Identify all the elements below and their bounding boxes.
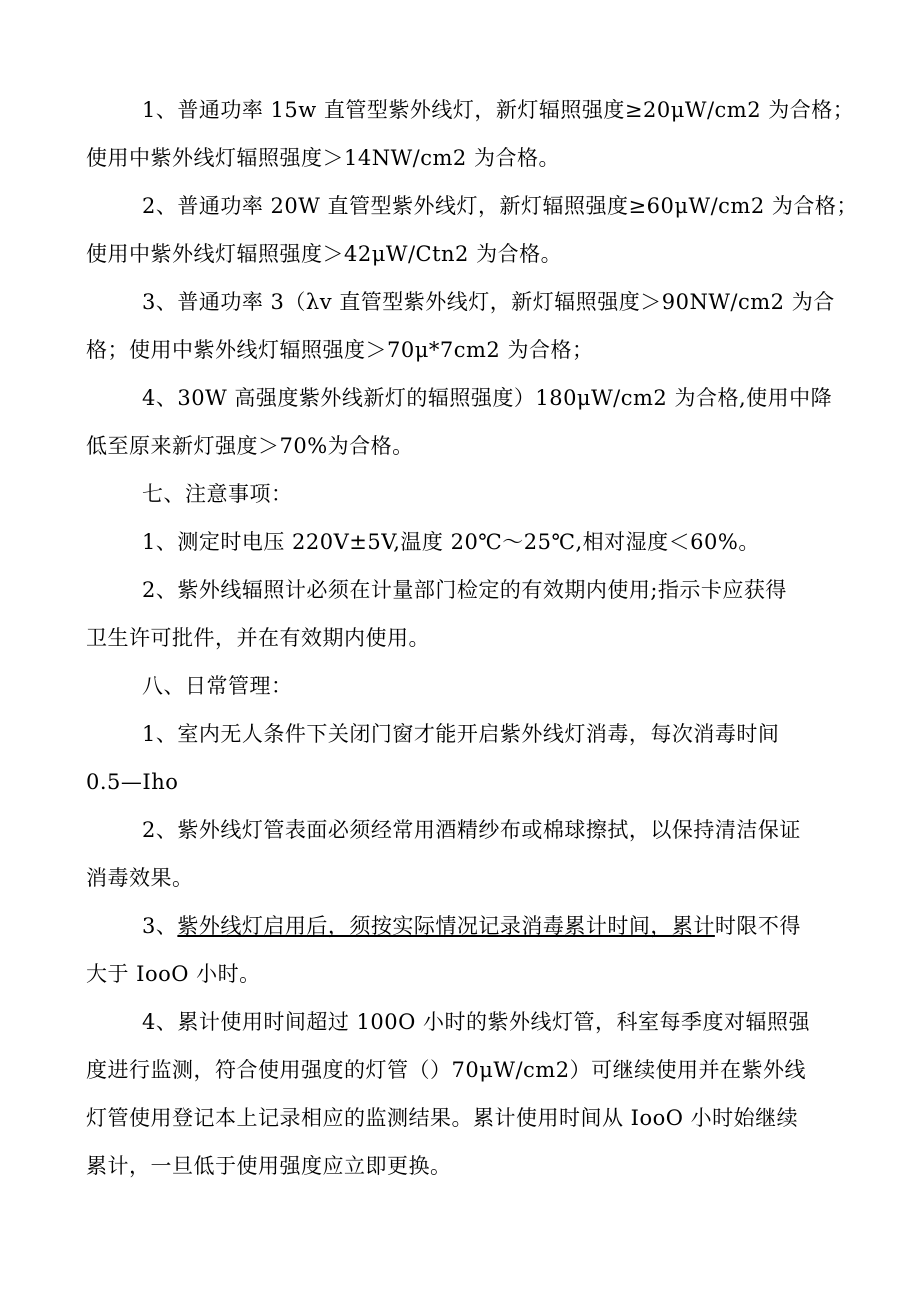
paragraph-measurement-conditions bbox=[86, 518, 850, 566]
text-line: 1、测定时电压 220V±5V,温度 20℃～25℃,相对湿度＜60%。 bbox=[142, 530, 760, 554]
text-line: 格；使用中紫外线灯辐照强度＞70μ*7cm2 为合格； bbox=[86, 338, 594, 362]
text-line: 卫生许可批件，并在有效期内使用。 bbox=[86, 626, 430, 650]
section-heading-notes bbox=[86, 470, 850, 518]
paragraph-disinfection-time bbox=[86, 710, 850, 806]
text-line: 低至原来新灯强度＞70%为合格。 bbox=[86, 434, 414, 458]
text-line: 4、30W 高强度紫外线新灯的辐照强度）180μW/cm2 为合格,使用中降 bbox=[142, 386, 833, 410]
paragraph-15w-lamp bbox=[86, 86, 855, 182]
text-line: 1、室内无人条件下关闭门窗才能开启紫外线灯消毒，每次消毒时间 bbox=[142, 722, 780, 746]
text-line: 4、累计使用时间超过 100O 小时的紫外线灯管，科室每季度对辐照强 bbox=[142, 1010, 811, 1034]
paragraph-intensity-monitoring bbox=[86, 998, 850, 1190]
text-line: 大于 IooO 小时。 bbox=[86, 962, 261, 986]
text-line: 灯管使用登记本上记录相应的监测结果。累计使用时间从 IooO 小时始继续 bbox=[86, 1106, 799, 1130]
section-heading-daily-management bbox=[86, 662, 850, 710]
text-line: 1、普通功率 15w 直管型紫外线灯，新灯辐照强度≥20μW/cm2 为合格； bbox=[142, 98, 855, 122]
text-line: 2、紫外线辐照计必须在计量部门检定的有效期内使用;指示卡应获得 bbox=[142, 578, 787, 602]
text-line: 0.5—Iho bbox=[86, 770, 179, 794]
text-line: 使用中紫外线灯辐照强度＞42μW/Ctn2 为合格。 bbox=[86, 242, 563, 266]
text-line: 2、普通功率 20W 直管型紫外线灯，新灯辐照强度≥60μW/cm2 为合格； bbox=[142, 194, 858, 218]
text-line: 度进行监测，符合使用强度的灯管（）70μW/cm2）可继续使用并在紫外线 bbox=[86, 1058, 807, 1082]
text-line: 3、普通功率 3（λv 直管型紫外线灯，新灯辐照强度＞90NW/cm2 为合 bbox=[142, 290, 835, 314]
text-line: 2、紫外线灯管表面必须经常用酒精纱布或棉球擦拭，以保持清洁保证 bbox=[142, 818, 801, 842]
paragraph-lamp-cleaning bbox=[86, 806, 850, 902]
paragraph-cumulative-time-record bbox=[86, 902, 850, 998]
text-line bbox=[86, 902, 850, 950]
paragraph-30w-lamp bbox=[86, 278, 850, 374]
text-line: 累计，一旦低于使用强度应立即更换。 bbox=[86, 1154, 452, 1178]
paragraph-high-intensity-lamp bbox=[86, 374, 850, 470]
paragraph-20w-lamp bbox=[86, 182, 858, 278]
underlined-text: 紫外线灯启用后，须按实际情况记录消毒累计时间，累计 bbox=[177, 914, 715, 938]
text-fragment: 时限不得 bbox=[714, 914, 801, 938]
document-page bbox=[86, 86, 858, 1190]
item-number: 3、 bbox=[142, 914, 178, 938]
section-heading: 七、注意事项： bbox=[142, 482, 293, 506]
text-line: 使用中紫外线灯辐照强度＞14NW/cm2 为合格。 bbox=[86, 146, 560, 170]
text-line: 消毒效果。 bbox=[86, 866, 194, 890]
section-heading: 八、日常管理： bbox=[142, 674, 293, 698]
paragraph-radiometer-validity bbox=[86, 566, 850, 662]
